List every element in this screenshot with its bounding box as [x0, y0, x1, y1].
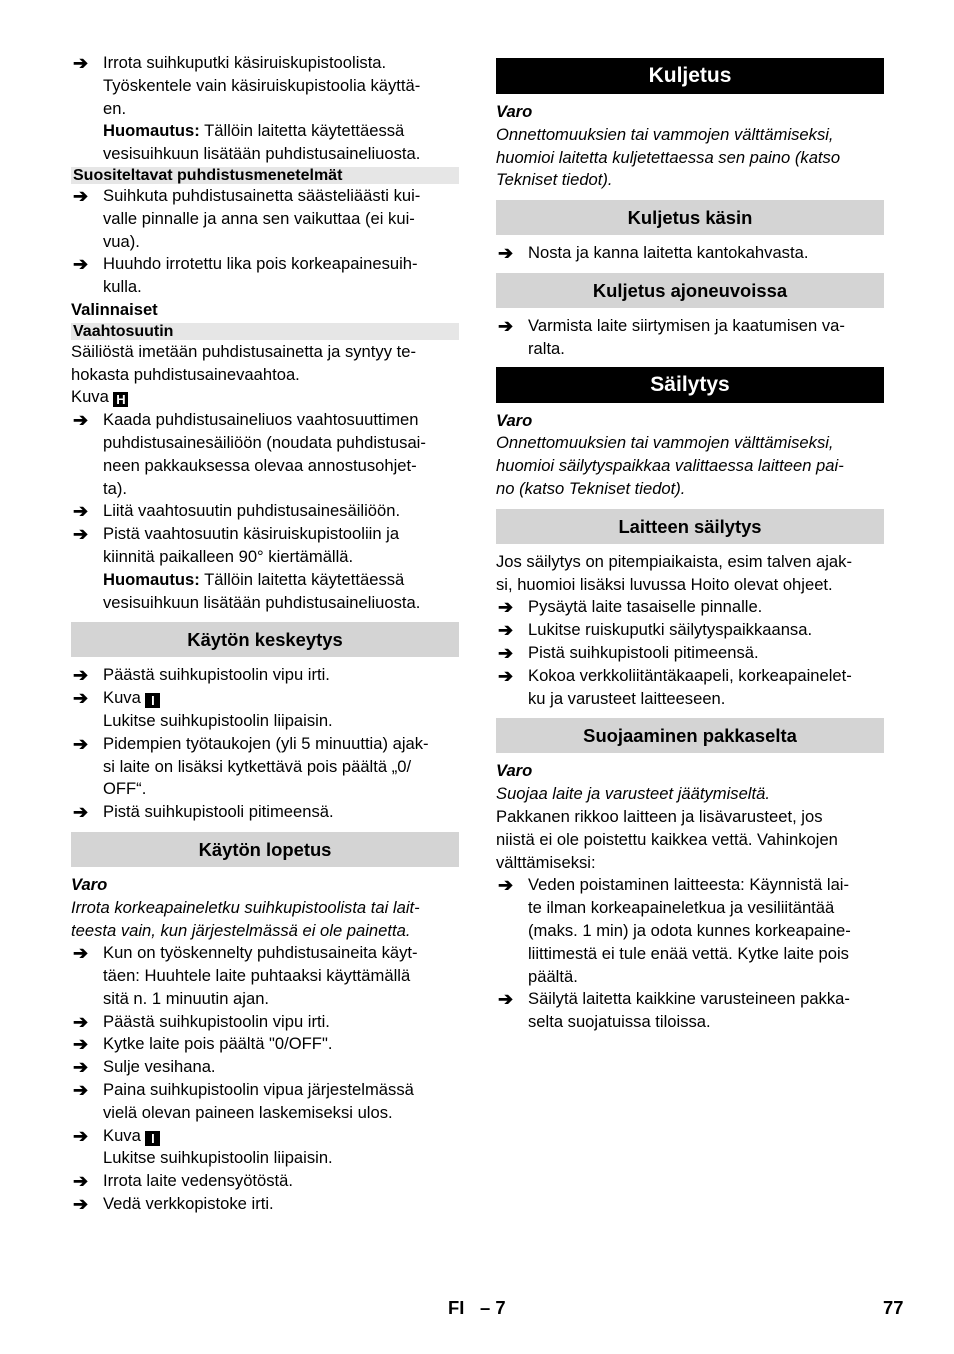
- arrow-icon: ➔: [73, 53, 89, 73]
- footer-language: FI: [448, 1297, 465, 1318]
- arrow-icon: ➔: [73, 802, 89, 823]
- list-item: ➔ Päästä suihkupistoolin vipu irti.: [73, 1011, 330, 1032]
- list-item: ➔ Paina suihkupistoolin vipua järjestelmässä vielä olevan paineen laskemiseksi ulos.: [73, 1080, 414, 1122]
- arrow-icon: ➔: [498, 243, 514, 264]
- arrow-icon: ➔: [73, 1125, 89, 1146]
- list-item: ➔ Kuva I Lukitse suihkupistoolin liipaisin.: [73, 688, 333, 730]
- arrow-icon: ➔: [498, 315, 514, 336]
- list-item: ➔ Kuva I Lukitse suihkupistoolin liipaisin.: [73, 1125, 333, 1168]
- section-heading: Suojaaminen pakkaselta: [496, 718, 884, 753]
- warning-label: Varo: [496, 410, 533, 430]
- figure-ref-icon: I: [145, 1131, 160, 1146]
- arrow-icon: ➔: [73, 1171, 89, 1192]
- list-item: ➔ Irrota laite vedensyötöstä.: [73, 1171, 294, 1192]
- list-item: ➔ Pidempien työtaukojen (yli 5 minuuttia) ajak- si laite on lisäksi kytkettävä pois päältä „0/ OFF“.: [73, 733, 429, 799]
- list-item: ➔ Vedä verkkopistoke irti.: [73, 1194, 274, 1215]
- list-item: ➔ Lukitse ruiskuputki säilytyspaikkaansa.: [498, 620, 813, 641]
- section-heading: Suositeltavat puhdistusmenetelmät: [71, 167, 459, 184]
- arrow-icon: ➔: [73, 943, 89, 964]
- arrow-icon: ➔: [73, 1080, 89, 1101]
- list-item: ➔ Liitä vaahtosuutin puhdistusainesäiliöön.: [73, 501, 401, 522]
- arrow-icon: ➔: [498, 665, 514, 686]
- page-number: 77: [883, 1297, 904, 1318]
- list-item: ➔ Säilytä laitetta kaikkine varusteineen pakka- selta suojatuissa tiloissa.: [498, 989, 850, 1032]
- list-item: ➔ Kaada puhdistusaineliuos vaahtosuuttimen puhdistusainesäiliöön (noudata puhdistusai- neen pakkauksessa olevaa annostusohjet- ta).: [73, 410, 426, 498]
- arrow-icon: ➔: [73, 501, 89, 522]
- arrow-icon: ➔: [73, 1057, 89, 1078]
- section-heading: Laitteen säilytys: [496, 509, 884, 544]
- section-heading: Käytön lopetus: [71, 832, 459, 867]
- list-item: ➔ Sulje vesihana.: [73, 1057, 216, 1078]
- arrow-icon: ➔: [73, 665, 89, 686]
- warning-label: Varo: [71, 874, 108, 894]
- list-item: ➔ Varmista laite siirtymisen ja kaatumisen va- ralta.: [498, 315, 845, 358]
- arrow-icon: ➔: [73, 1011, 89, 1032]
- right-column: Kuljetus Varo Onnettomuuksien tai vammojen välttämiseksi, huomioi laitetta kuljetettaessa sen paino (katso Tekniset tiedot). Kuljetus käsin ➔ Nosta ja kanna laitetta kantokahvasta. Kuljetus ajoneuvoissa ➔ Varmista laite siirtymisen ja kaatumisen va- ralta. Säilytys Varo Onnettomuuksien tai vammojen välttämiseksi, huomioi säilytyspaikkaa valittaessa laitteen pai- no (katso Tekniset tiedot). Laitteen säilytys Jos säilytys on pitempiaikaista, esim talven ajak- si, huomioi lisäksi luvussa Hoito olevat ohjeet. ➔ Pysäytä laite tasaiselle pinnalle. ➔ Lukitse ruiskuputki säilytyspaikkaansa. ➔ Pistä suihkupistooli pitimeensä. ➔ Kokoa verkkoliitäntäkaapeli, korkeapainelet- ku ja varusteet laitteeseen. Suojaaminen pakkaselta Varo Suojaa laite ja varusteet jäätymiseltä. Pakkanen rikkoo laitteen ja lisävarusteet, jos niistä ei ole poistettu kaikkea vettä. Vahinkojen välttämiseksi: ➔ Veden poistaminen laitteesta: Käynnistä lai- te ilman korkeapaineletkua ja vesiliitäntää (maks. 1 min) ja odota kunnes korkeapaine- liittimestä ei tule enää vettä. Kytke laite pois päältä. ➔ Säilytä laitetta kaikkine varusteineen pakka- selta suojatuissa tiloissa.: [496, 52, 884, 1034]
- arrow-icon: ➔: [73, 733, 89, 754]
- arrow-icon: ➔: [498, 989, 514, 1010]
- arrow-icon: ➔: [498, 642, 514, 663]
- section-heading: Vaahtosuutin: [71, 323, 459, 340]
- figure-ref-icon: H: [113, 392, 128, 407]
- heading-valinnaiset: Valinnaiset: [71, 299, 158, 319]
- arrow-icon: ➔: [73, 410, 89, 431]
- list-item: ➔ Pistä vaahtosuutin käsiruiskupistooliin ja kiinnitä paikalleen 90° kiertämällä. Huomautus: Tällöin laitetta käytettäessä vesisuihkuun lisätään puhdistusaineliuosta.: [73, 524, 421, 612]
- warning-label: Varo: [496, 102, 533, 121]
- chapter-heading: Säilytys: [496, 367, 884, 403]
- note-label: Huomautus:: [103, 121, 200, 141]
- arrow-icon: ➔: [73, 524, 89, 545]
- list-item: ➔ Kun on työskennelty puhdistusaineita käyt- täen: Huuhtele laite puhtaaksi käyttämällä sitä n. 1 minuutin ajan.: [73, 943, 418, 1008]
- arrow-icon: ➔: [73, 254, 89, 275]
- left-column: ➔ Irrota suihkuputki käsiruiskupistoolista. Työskentele vain käsiruiskupistoolia käyttä- en. Huomautus: Tällöin laitetta käytettäessä vesisuihkuun lisätään puhdistusaineliuosta. Suositeltavat puhdistusmenetelmät ➔ Suihkuta puhdistusainetta säästeliäästi kui- valle pinnalle ja anna sen vaikuttaa (ei kui- vua). ➔ Huuhdo irrotettu lika pois korkeapainesuih- kulla. Valinnaiset Vaahtosuutin Säiliöstä imetään puhdistusainetta ja syntyy te- hokasta puhdistusainevaahtoa. Kuva H ➔ Kaada puhdistusaineliuos vaahtosuuttimen puhdistusainesäiliöön (noudata puhdistusai- neen pakkauksessa olevaa annostusohjet- ta). ➔ Liitä vaahtosuutin puhdistusainesäiliöön. ➔ Pistä vaahtosuutin käsiruiskupistooliin ja kiinnitä paikalleen 90° kiertämällä. Huomautus: Tällöin laitetta käytettäessä vesisuihkuun lisätään puhdistusaineliuosta. Käytön keskeytys ➔ Päästä suihkupistoolin vipu irti. ➔ Kuva I Lukitse suihkupistoolin liipaisin. ➔ Pidempien työtaukojen (yli 5 minuuttia) ajak- si laite on lisäksi kytkettävä pois päältä „0/ OFF“. ➔ Pistä suihkupistooli pitimeensä. Käytön lopetus Varo Irrota korkeapaineletku suihkupistoolista tai lait- teesta vain, kun järjestelmässä ei ole painetta. ➔ Kun on työskennelty puhdistusaineita käyt- täen: Huuhtele laite puhtaaksi käyttämällä sitä n. 1 minuutin ajan. ➔ Päästä suihkupistoolin vipu irti. ➔ Kytke laite pois päältä "0/OFF". ➔ Sulje vesihana. ➔ Paina suihkupistoolin vipua järjestelmässä vielä olevan paineen laskemiseksi ulos. ➔ Kuva I Lukitse suihkupistoolin liipaisin. ➔ Irrota laite vedensyötöstä. ➔ Vedä verkkopistoke irti.: [71, 52, 459, 1216]
- arrow-icon: ➔: [73, 688, 89, 709]
- list-item: ➔ Kytke laite pois päältä "0/OFF".: [73, 1034, 333, 1055]
- arrow-icon: ➔: [73, 185, 89, 206]
- section-heading: Kuljetus käsin: [496, 200, 884, 235]
- arrow-icon: ➔: [498, 875, 514, 896]
- section-heading: Käytön keskeytys: [71, 622, 459, 657]
- list-item: ➔ Huuhdo irrotettu lika pois korkeapainesuih- kulla.: [73, 254, 418, 297]
- note-label: Huomautus:: [103, 569, 200, 589]
- list-item: ➔ Veden poistaminen laitteesta: Käynnistä lai- te ilman korkeapaineletkua ja vesiliitäntää (maks. 1 min) ja odota kunnes korkeapaine- liittimestä ei tule enää vettä. Kytke laite pois päältä.: [498, 875, 851, 986]
- arrow-icon: ➔: [498, 597, 514, 618]
- list-item: ➔ Pistä suihkupistooli pitimeensä.: [498, 642, 759, 663]
- list-item: ➔ Päästä suihkupistoolin vipu irti.: [73, 665, 330, 686]
- list-item: ➔ Nosta ja kanna laitetta kantokahvasta.: [498, 243, 809, 264]
- list-item: ➔ Pistä suihkupistooli pitimeensä.: [73, 802, 334, 823]
- list-item: ➔ Suihkuta puhdistusainetta säästeliäästi kui- valle pinnalle ja anna sen vaikuttaa (ei kui- vua).: [73, 185, 421, 251]
- warning-label: Varo: [496, 761, 533, 781]
- footer-local-page: – 7: [480, 1297, 506, 1318]
- arrow-icon: ➔: [498, 620, 514, 641]
- arrow-icon: ➔: [73, 1194, 89, 1215]
- chapter-heading: Kuljetus: [496, 58, 884, 94]
- list-item: ➔ Pysäytä laite tasaiselle pinnalle.: [498, 597, 763, 618]
- arrow-icon: ➔: [73, 1034, 89, 1055]
- list-item: ➔ Irrota suihkuputki käsiruiskupistoolista. Työskentele vain käsiruiskupistoolia käyttä- en. Huomautus: Tällöin laitetta käytettäessä vesisuihkuun lisätään puhdistusaineliuosta.: [73, 53, 421, 164]
- section-heading: Kuljetus ajoneuvoissa: [496, 273, 884, 308]
- list-item: ➔ Kokoa verkkoliitäntäkaapeli, korkeapainelet- ku ja varusteet laitteeseen.: [498, 665, 852, 708]
- figure-ref-icon: I: [145, 693, 160, 708]
